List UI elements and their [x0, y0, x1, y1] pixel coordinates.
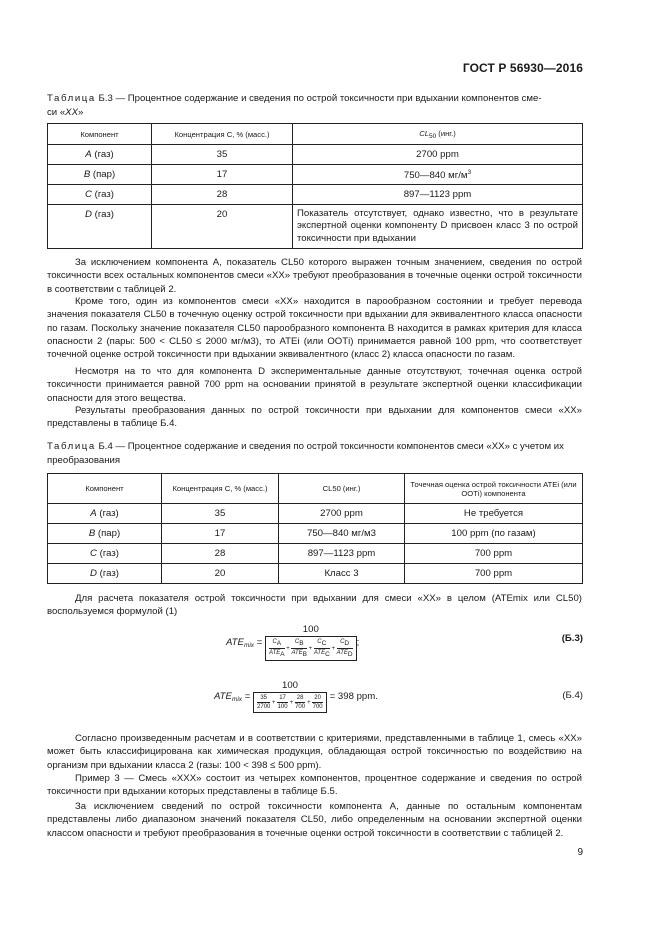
- col-header-ate: Точечная оценка острой токсичности ATEi (или ООТi) компонента: [405, 474, 583, 504]
- document-header: ГОСТ Р 56930—2016: [462, 61, 583, 75]
- col-header-cl50: $CL_{50}$ (инг.): [293, 124, 583, 145]
- table-row: D (газ) 20 Показатель отсутствует, однако известно, что в результате экспертной оценки компоненту D присвоен класс 3 по острой токсичности при вдыхании: [48, 205, 583, 249]
- table-row: B (пар) 17 750—840 $мг/м^3$: [48, 165, 583, 185]
- table-row: B (пар) 17 750—840 мг/м3 100 ppm (по газам): [48, 524, 583, 544]
- table-row: C (газ) 28 897—1123 ppm: [48, 185, 583, 205]
- table-row: A (газ) 35 2700 ppm: [48, 145, 583, 165]
- col-header-conc: Концентрация С, % (масс.): [152, 124, 293, 145]
- table-b4: [47, 473, 583, 584]
- paragraph-2: Кроме того, один из компонентов смеси «XX» находится в парообразном состоянии и требует перевода значения показателя CL50 в точечную оценку острой токсичности при вдыхании для эквивалентного класса опасности по газам. Поскольку значение показателя CL50 парообразного компонента B находится в рамках критерия для класса опасности 2 (пары: 500 < CL50 ≤ 2000 мг/м3), то ATEi (или ООТi) принимается равной 100 ppm, что соответствует точечной оценке острой токсичности при вдыхании эквивалентного (класс 2) класса опасности по газам.: [47, 296, 582, 361]
- paragraph-1: За исключением компонента A, показатель CL50 которого выражен точным значением, сведения по острой токсичности всех остальных компонентов смеси «XX» требуют преобразования в точечные оценки острой токсичности в соответствии с таблицей 2.: [47, 257, 582, 295]
- paragraph-4: Результаты преобразования данных по острой токсичности при вдыхании для компонентов смеси «XX» представлены в таблице Б.4.: [47, 405, 582, 430]
- formula-b4: $ATE_{mix}$ = 100 $\frac{35}{2700}$ + $\frac{17}{100}$ + $\frac{28}{700}$ + $\frac{20}{700}$ = 398 ppm.: [214, 680, 474, 713]
- col-header-component: Компонент: [48, 124, 152, 145]
- table-b3: [47, 123, 583, 249]
- paragraph-7: За исключением сведений по острой токсичности компонента A, данные по остальным компонентам представлены либо диапазоном значений показателя CL50, либо определенным на основании экспертной оценки классом опасности и требуют преобразования в точечные оценки острой токсичности в соответствии с таблицей 2.: [47, 801, 582, 839]
- paragraph-6: Пример 3 — Смесь «XXX» состоит из четырех компонентов, процентное содержание и сведения по острой токсичности при вдыхании которых представлены в таблице Б.5.: [47, 773, 582, 798]
- page-number: 9: [577, 847, 583, 858]
- formula-b3: $ATE_{mix}$ = 100 $\frac{C_A}{ATE_A}$ + $\frac{C_B}{ATE_B}$ + $\frac{C_C}{ATE_C}$ + $\frac{C_D}{ATE_D}$ ;: [226, 624, 426, 661]
- table-row: A (газ) 35 2700 ppm Не требуется: [48, 504, 583, 524]
- formula-b3-label: (Б.3): [561, 633, 583, 644]
- formula-intro: Для расчета показателя острой токсичности при вдыхании для смеси «XX» в целом (ATEmix или CL50) воспользуемся формулой (1): [47, 593, 582, 618]
- table-b4-caption: Таблица Б.4 — Процентное содержание и сведения по острой токсичности компонентов смеси «XX» с учетом их преобразования: [47, 441, 564, 466]
- table-b3-caption: Таблица Б.3 — Процентное содержание и сведения по острой токсичности при вдыхании компонентов сме- си «XX»: [47, 93, 542, 118]
- col-header-conc: Концентрация С, % (масс.): [162, 474, 279, 504]
- caption-prefix: Таблица: [47, 93, 96, 104]
- formula-b4-label: (Б.4): [562, 690, 583, 701]
- col-header-component: Компонент: [48, 474, 162, 504]
- paragraph-3: Несмотря на то что для компонента D экспериментальные данные отсутствуют, точечная оценка острой токсичности принимается равной 700 ppm на основании принятой в результате экспертной оценки классификации опасности для этого вещества.: [47, 366, 582, 404]
- col-header-cl50: CL50 (инг.): [279, 474, 405, 504]
- table-row: D (газ) 20 Класс 3 700 ppm: [48, 564, 583, 584]
- table-row: C (газ) 28 897—1123 ppm 700 ppm: [48, 544, 583, 564]
- paragraph-5: Согласно произведенным расчетам и в соответствии с критериями, представленными в таблице 1, смесь «XX» может быть классифицирована как химическая продукция, обладающая острой токсичностью по воздействию на организм при вдыхании класса 2 (газы: 100 < 398 ≤ 500 ppm).: [47, 733, 582, 771]
